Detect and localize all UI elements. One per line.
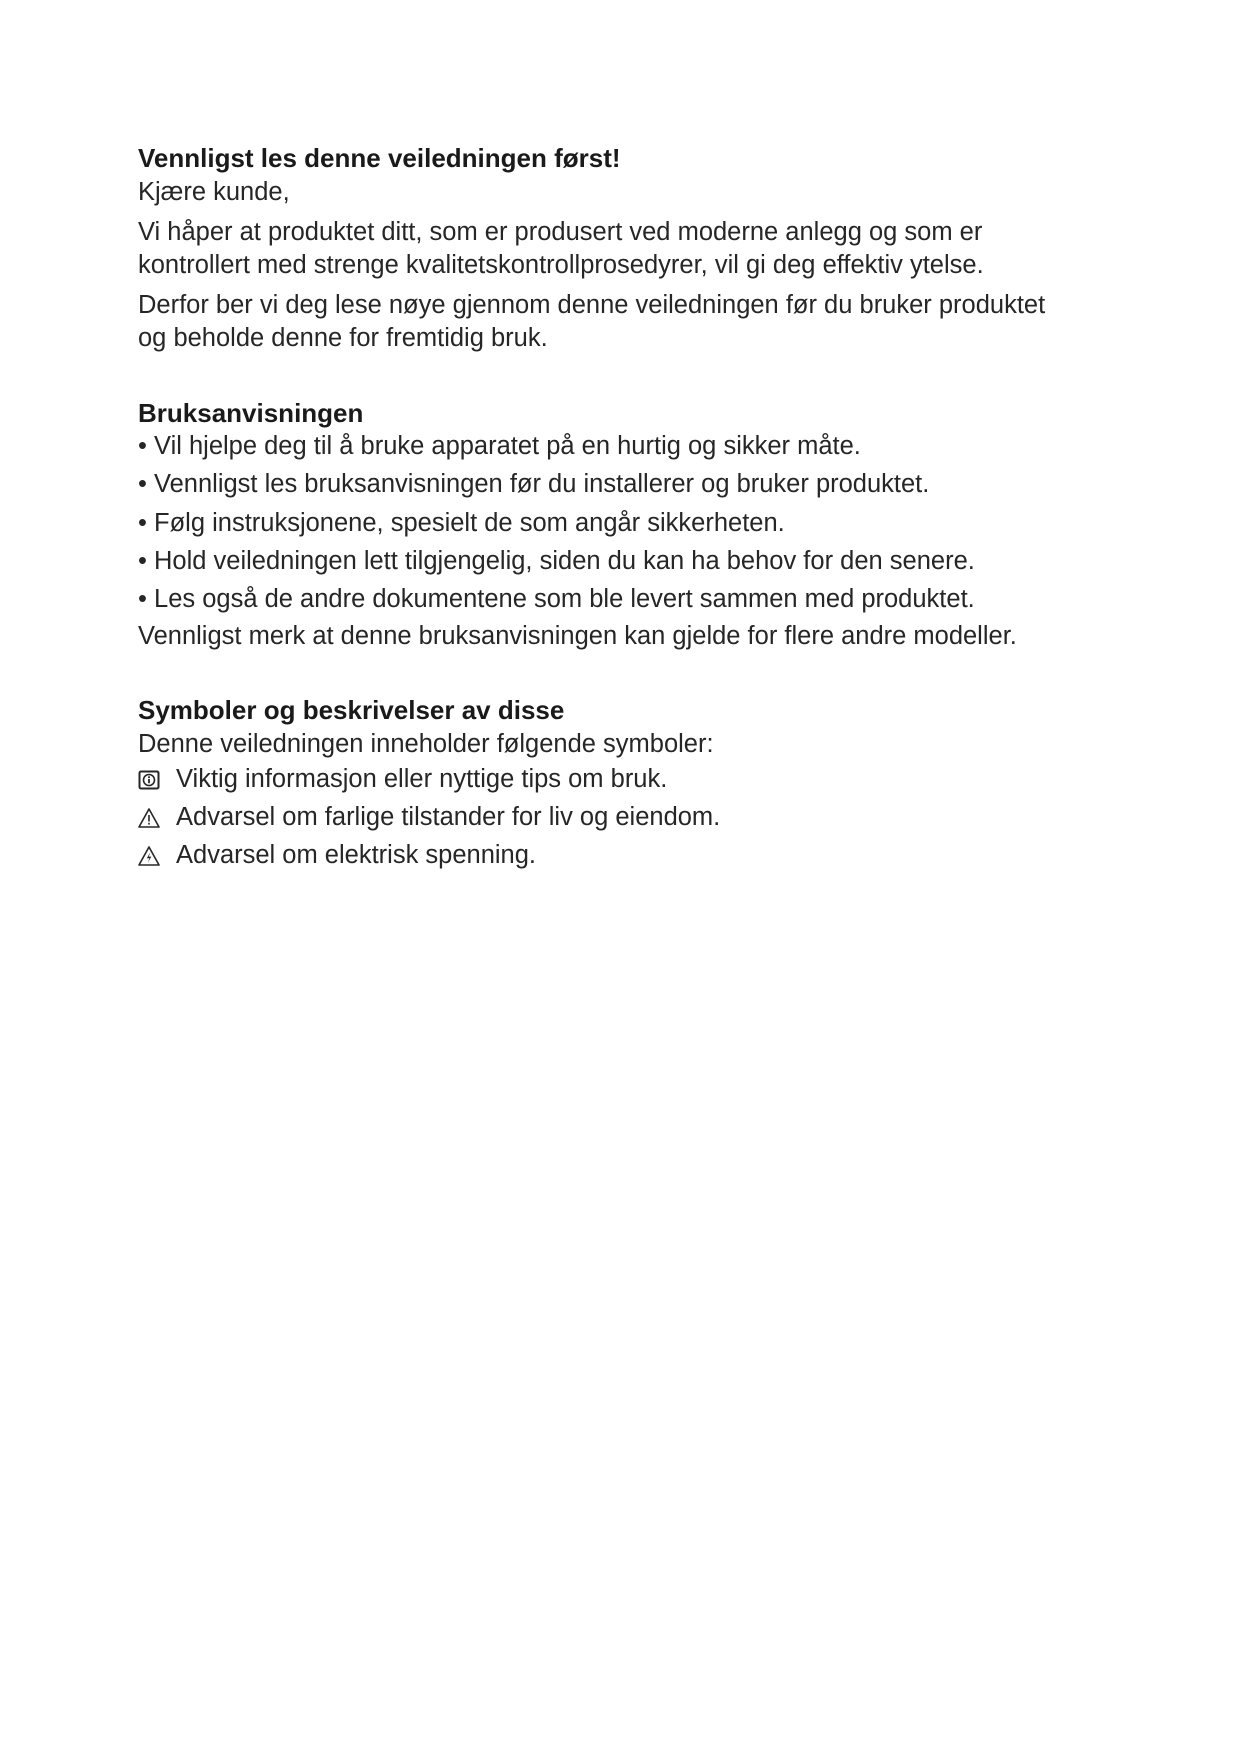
greeting: Kjære kunde, xyxy=(138,177,290,206)
symbol-row-info xyxy=(138,763,1118,796)
intro-paragraph-1-line-1: Vi håper at produktet ditt, som er produsert ved moderne anlegg og som er xyxy=(138,217,983,246)
intro-paragraph-1 xyxy=(138,216,1118,282)
intro-section xyxy=(138,142,1118,356)
electric-warning-icon xyxy=(138,845,160,867)
manual-bullet-list xyxy=(138,430,1118,616)
symbol-row-warning xyxy=(138,801,1118,834)
info-icon xyxy=(138,769,160,791)
bullet-item: • Vennligst les bruksanvisningen før du installerer og bruker produktet. xyxy=(138,468,1118,501)
bullet-item: • Vil hjelpe deg til å bruke apparatet på en hurtig og sikker måte. xyxy=(138,430,1118,463)
symbols-intro: Denne veiledningen inneholder følgende symboler: xyxy=(138,729,714,758)
symbol-description: Advarsel om elektrisk spenning. xyxy=(176,841,537,870)
symbol-description: Viktig informasjon eller nyttige tips om bruk. xyxy=(176,765,668,794)
symbols-heading: Symboler og beskrivelser av disse xyxy=(138,695,565,726)
bullet-item: • Les også de andre dokumentene som ble levert sammen med produktet. xyxy=(138,583,1118,616)
bullet-item: • Følg instruksjonene, spesielt de som angår sikkerheten. xyxy=(138,507,1118,540)
manual-heading: Bruksanvisningen xyxy=(138,397,364,428)
symbols-section xyxy=(138,694,1118,872)
page-content xyxy=(138,142,1118,873)
intro-paragraph-2-line-2: og beholde denne for fremtidig bruk. xyxy=(138,324,548,353)
warning-triangle-icon xyxy=(138,807,160,829)
models-note: Vennligst merk at denne bruksanvisningen kan gjelde for flere andre modeller. xyxy=(138,622,1017,650)
manual-section xyxy=(138,397,1118,654)
bullet-item: • Hold veiledningen lett tilgjengelig, siden du kan ha behov for den senere. xyxy=(138,545,1118,578)
symbol-row-electric xyxy=(138,839,1118,872)
intro-paragraph-2 xyxy=(138,289,1118,355)
intro-paragraph-2-line-1: Derfor ber vi deg lese nøye gjennom denne veiledningen før du bruker produktet xyxy=(138,291,1046,320)
intro-heading: Vennligst les denne veiledningen først! xyxy=(138,143,621,173)
intro-paragraph-1-line-2: kontrollert med strenge kvalitetskontrollprosedyrer, vil gi deg effektiv ytelse. xyxy=(138,251,984,280)
symbol-description: Advarsel om farlige tilstander for liv og eiendom. xyxy=(176,803,721,832)
